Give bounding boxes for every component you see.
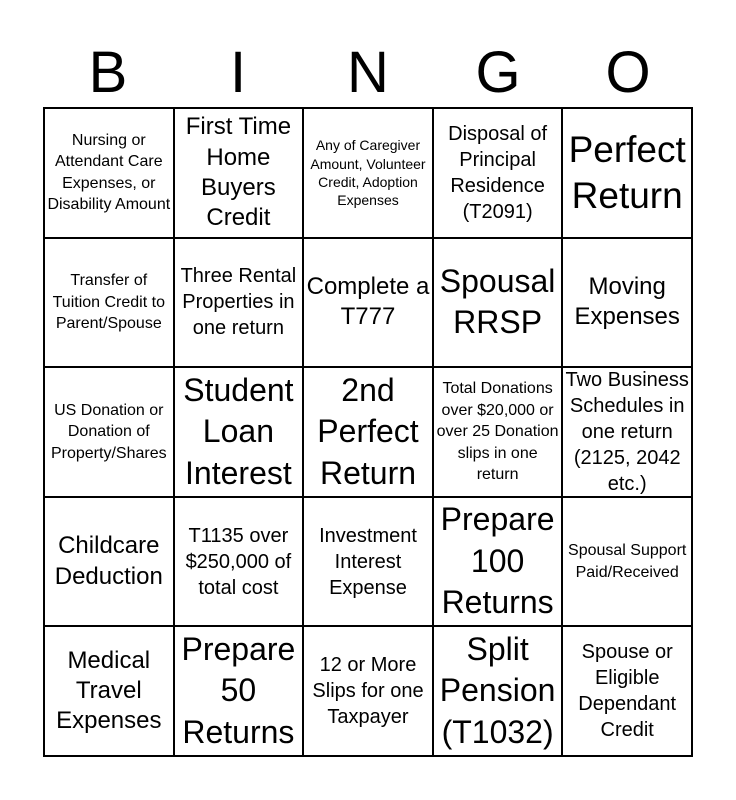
bingo-cell[interactable] [562,238,692,368]
cell-text: First Time Home Buyers Credit [185,113,292,232]
header-letter-n: N [347,40,389,105]
bingo-cell[interactable] [562,367,692,497]
bingo-cell[interactable] [174,238,304,368]
cell-text: T1135 over $250,000 of total cost [185,524,292,599]
bingo-cell[interactable] [303,626,433,756]
bingo-cell[interactable] [433,238,563,368]
cell-text: Medical Travel Expenses [56,646,162,735]
bingo-cell[interactable] [44,108,174,238]
bingo-cell[interactable] [562,108,692,238]
bingo-cell[interactable] [174,626,304,756]
cell-text: Three Rental Properties in one return [180,265,297,340]
bingo-header [43,40,693,106]
cell-text: Childcare Deduction [54,532,163,590]
bingo-cell[interactable] [44,497,174,627]
header-letter-o: O [605,40,651,105]
header-letter-b: B [88,40,128,105]
cell-text: Student Loan Interest [183,371,294,491]
bingo-cell[interactable] [562,626,692,756]
cell-text: Transfer of Tuition Credit to Parent/Spouse [52,272,165,333]
cell-text: Nursing or Attendant Care Expenses, or Disability Amount [47,131,171,214]
cell-text: Total Donations over $20,000 or over 25 Donation slips in one return [436,380,559,484]
cell-text: Any of Caregiver Amount, Volunteer Credit, Adoption Expenses [310,137,426,208]
cell-text: Prepare 50 Returns [181,630,296,750]
bingo-cell[interactable] [303,238,433,368]
header-letter-i: I [229,40,247,105]
bingo-cell[interactable] [303,367,433,497]
cell-text: Disposal of Principal Residence (T2091) [448,122,548,223]
header-letter-g: G [475,40,521,105]
bingo-cell[interactable] [303,108,433,238]
bingo-cell[interactable] [44,367,174,497]
bingo-cell[interactable] [174,497,304,627]
cell-text: 2nd Perfect Return [317,371,419,491]
cell-text: Perfect Return [568,128,686,216]
cell-text: Prepare 100 Returns [440,501,555,621]
cell-text: Split Pension (T1032) [439,630,556,750]
cell-text: Spouse or Eligible Dependant Credit [578,641,677,742]
cell-text: Complete a T777 [306,273,430,331]
bingo-cell[interactable] [433,626,563,756]
bingo-cell[interactable] [433,367,563,497]
cell-text: 12 or More Slips for one Taxpayer [312,654,424,729]
bingo-cell[interactable] [174,367,304,497]
cell-text: Two Business Schedules in one return (2125, 2042 etc.) [565,369,689,495]
bingo-board [43,107,693,757]
bingo-cell[interactable] [562,497,692,627]
bingo-cell[interactable] [174,108,304,238]
bingo-cell[interactable] [44,238,174,368]
bingo-cell[interactable] [44,626,174,756]
cell-text: Spousal Support Paid/Received [568,542,687,581]
cell-text: Investment Interest Expense [319,524,417,599]
bingo-cell[interactable] [303,497,433,627]
cell-text: US Donation or Donation of Property/Shares [50,401,167,462]
cell-text: Moving Expenses [574,273,680,331]
bingo-cell[interactable] [433,497,563,627]
cell-text: Spousal RRSP [439,262,556,341]
bingo-cell[interactable] [433,108,563,238]
